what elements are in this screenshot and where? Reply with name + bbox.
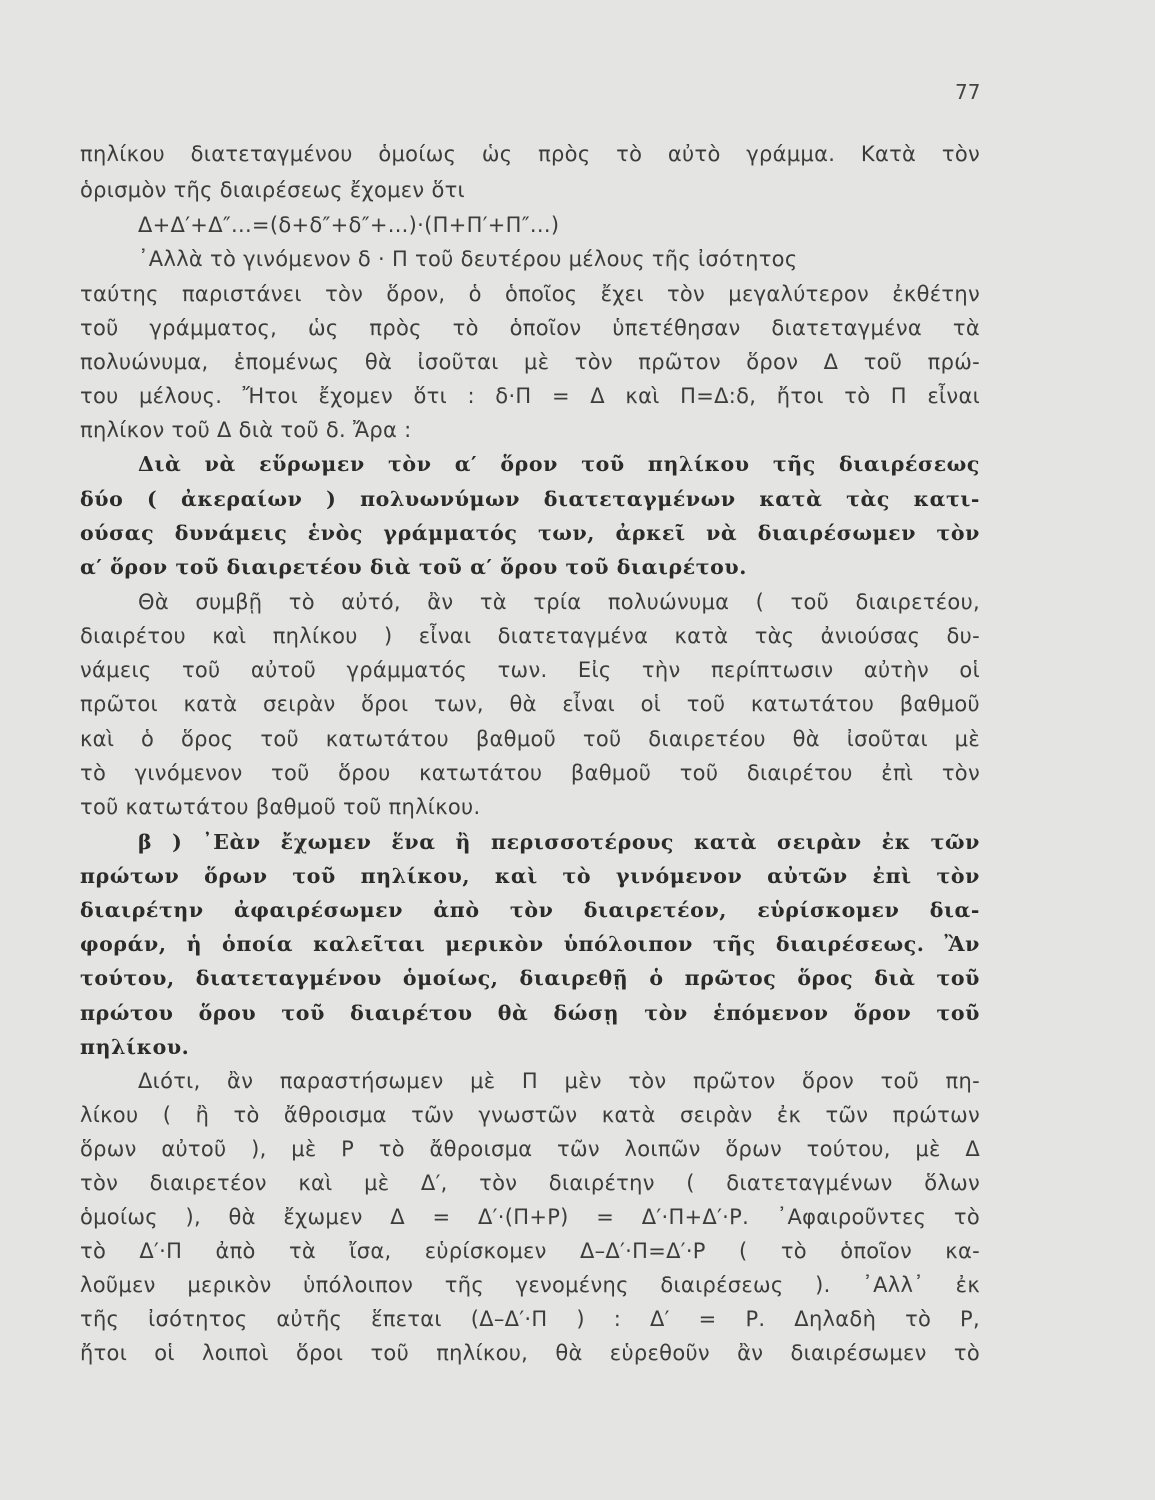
text-line: ᾿Αλλὰ τὸ γινόμενον δ · Π τοῦ δευτέρου μέλους τῆς ἰσότητος — [138, 247, 798, 271]
text-line: νάμεις τοῦ αὐτοῦ γράμματός των. Εἰς τὴν περίπτωσιν αὐτὴν οἱ — [80, 658, 980, 682]
text-line: Θὰ συμβῇ τὸ αὐτό, ἂν τὰ τρία πολυώνυμα ( τοῦ διαιρετέου, — [138, 590, 980, 614]
text-line: τὸ γινόμενον τοῦ ὅρου κατωτάτου βαθμοῦ τοῦ διαιρέτου ἐπὶ τὸν — [80, 761, 980, 785]
text-line: καὶ ὁ ὅρος τοῦ κατωτάτου βαθμοῦ τοῦ διαιρετέου θὰ ἰσοῦται μὲ — [80, 727, 980, 751]
bold-rule-line: α′ ὅρον τοῦ διαιρετέου διὰ τοῦ α′ ὅρου τοῦ διαιρέτου. — [80, 555, 747, 579]
bold-rule-line: πρώτου ὅρου τοῦ διαιρέτου θὰ δώσῃ τὸν ἑπόμενον ὅρον τοῦ — [80, 1001, 980, 1025]
bold-rule-line: φοράν, ἡ ὁποία καλεῖται μερικὸν ὑπόλοιπον τῆς διαιρέσεως. Ἂν — [80, 932, 980, 956]
bold-rule-line: διαιρέτην ἀφαιρέσωμεν ἀπὸ τὸν διαιρετέον, εὑρίσκομεν δια- — [80, 898, 980, 922]
bold-rule-line: τούτου, διατεταγμένου ὁμοίως, διαιρεθῇ ὁ πρῶτος ὅρος διὰ τοῦ — [80, 966, 980, 990]
text-line: τὸν διαιρετέον καὶ μὲ Δ′, τὸν διαιρέτην ( διατεταγμένων ὅλων — [80, 1171, 980, 1195]
text-line: ἤτοι οἱ λοιποὶ ὅροι τοῦ πηλίκου, θὰ εὑρεθοῦν ἂν διαιρέσωμεν τὸ — [80, 1341, 980, 1365]
bold-rule-line: πηλίκου. — [80, 1035, 190, 1059]
bold-rule-line: πρώτων ὅρων τοῦ πηλίκου, καὶ τὸ γινόμενον αὐτῶν ἐπὶ τὸν — [80, 864, 980, 888]
page-number: 77 — [955, 80, 981, 104]
bold-rule-line: ούσας δυνάμεις ἑνὸς γράμματός των, ἀρκεῖ νὰ διαιρέσωμεν τὸν — [80, 521, 980, 545]
text-line: Διότι, ἂν παραστήσωμεν μὲ Π μὲν τὸν πρῶτον ὅρον τοῦ πη- — [138, 1069, 980, 1093]
equation-line: Δ+Δ′+Δ″...=(δ+δ″+δ″+...)·(Π+Π′+Π″...) — [138, 213, 560, 237]
text-line: τῆς ἰσότητος αὐτῆς ἕπεται (Δ–Δ′·Π ) : Δ′ = Ρ. Δηλαδὴ τὸ Ρ, — [80, 1307, 980, 1331]
text-line: του μέλους. Ἤτοι ἔχομεν ὅτι : δ·Π = Δ καὶ Π=Δ:δ, ἤτοι τὸ Π εἶναι — [80, 384, 980, 408]
text-line: τοῦ κατωτάτου βαθμοῦ τοῦ πηλίκου. — [80, 795, 481, 819]
text-line: πρῶτοι κατὰ σειρὰν ὅροι των, θὰ εἶναι οἱ τοῦ κατωτάτου βαθμοῦ — [80, 692, 980, 716]
text-line: ταύτης παριστάνει τὸν ὅρον, ὁ ὁποῖος ἔχει τὸν μεγαλύτερον ἐκθέτην — [80, 282, 980, 306]
bold-rule-line: Διὰ νὰ εὕρωμεν τὸν α′ ὅρον τοῦ πηλίκου τῆς διαιρέσεως — [138, 452, 980, 476]
text-line: ὅρων αὐτοῦ ), μὲ Ρ τὸ ἄθροισμα τῶν λοιπῶν ὅρων τούτου, μὲ Δ — [80, 1137, 980, 1161]
text-line: τὸ Δ′·Π ἀπὸ τὰ ἴσα, εὑρίσκομεν Δ–Δ′·Π=Δ′·Ρ ( τὸ ὁποῖον κα- — [80, 1239, 980, 1263]
text-line: διαιρέτου καὶ πηλίκου ) εἶναι διατεταγμένα κατὰ τὰς ἀνιούσας δυ- — [80, 624, 980, 648]
text-line: λοῦμεν μερικὸν ὑπόλοιπον τῆς γενομένης διαιρέσεως ). ᾿Αλλ᾿ ἐκ — [80, 1273, 980, 1297]
text-line: ὁμοίως ), θὰ ἔχωμεν Δ = Δ′·(Π+Ρ) = Δ′·Π+Δ′·Ρ. ᾿Αφαιροῦντες τὸ — [80, 1205, 980, 1229]
text-line: πηλίκου διατεταγμένου ὁμοίως ὡς πρὸς τὸ αὐτὸ γράμμα. Κατὰ τὸν — [80, 142, 980, 166]
text-line: πολυώνυμα, ἑπομένως θὰ ἰσοῦται μὲ τὸν πρῶτον ὅρον Δ τοῦ πρώ- — [80, 350, 980, 374]
bold-rule-line: δύο ( ἀκεραίων ) πολυωνύμων διατεταγμένων κατὰ τὰς κατι- — [80, 487, 980, 511]
bold-rule-line: β ) ᾿Εὰν ἔχωμεν ἕνα ἢ περισσοτέρους κατὰ σειρὰν ἐκ τῶν — [138, 830, 980, 854]
text-line: τοῦ γράμματος, ὡς πρὸς τὸ ὁποῖον ὑπετέθησαν διατεταγμένα τὰ — [80, 316, 980, 340]
text-line: λίκου ( ἢ τὸ ἄθροισμα τῶν γνωστῶν κατὰ σειρὰν ἐκ τῶν πρώτων — [80, 1103, 980, 1127]
text-line: ὁρισμὸν τῆς διαιρέσεως ἔχομεν ὅτι — [80, 178, 465, 202]
text-line: πηλίκον τοῦ Δ διὰ τοῦ δ. Ἄρα : — [80, 418, 412, 442]
